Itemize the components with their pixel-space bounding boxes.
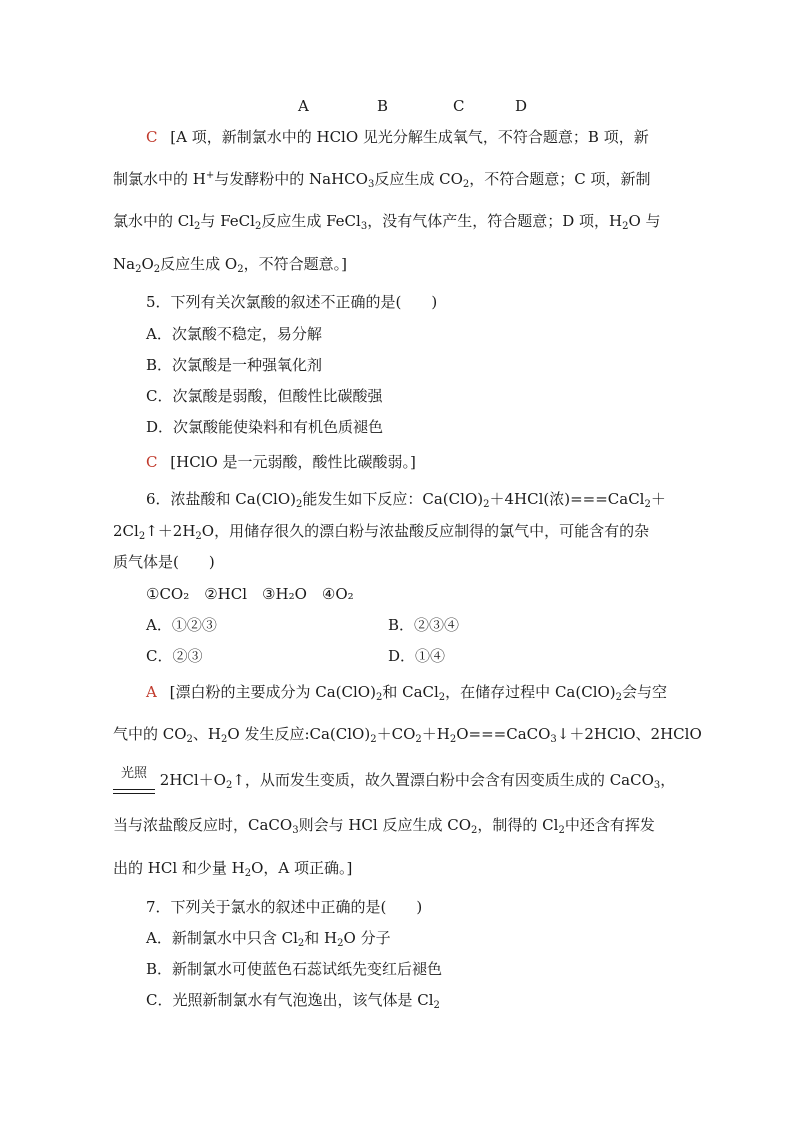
q7-text: 2 — [297, 938, 305, 949]
q4-text: 2 — [237, 264, 244, 275]
q5-option-d: D．次氯酸能使染料和有机色质褪色 — [146, 418, 384, 436]
q6-text: ＋ — [650, 490, 666, 508]
q6-text: ，在储存过程中 Ca(ClO) — [445, 683, 616, 701]
q6-text: O，A 项正确。] — [251, 859, 353, 877]
q6-text: 3 — [653, 780, 661, 791]
q4-text: 与发酵粉中的 NaHCO — [214, 170, 368, 188]
q4-text: 2 — [153, 264, 161, 275]
q7-text: C．光照新制氯水有气泡逸出，该气体是 Cl — [146, 991, 434, 1009]
q6-text: 2 — [644, 499, 651, 510]
q6-text: O===CaCO — [456, 725, 551, 743]
q4-text: 氯水中的 Cl — [113, 212, 195, 230]
q6-stem-line-2 — [113, 521, 649, 541]
q4-text: [A 项，新制氯水中的 HClO 见光分解生成氧气，不符合题意；B 项，新 — [170, 128, 649, 146]
q4-explanation-line-2 — [113, 169, 651, 189]
q5-option-c: C．次氯酸是弱酸，但酸性比碳酸强 — [146, 387, 383, 405]
q6-text: 气中的 CO — [113, 725, 187, 743]
q4-text: + — [205, 170, 215, 181]
q6-explanation-line-2 — [113, 724, 702, 744]
q6-text: 当与浓盐酸反应时，CaCO — [113, 816, 293, 834]
q6-text: 2 — [221, 734, 228, 745]
q6-text: 2 — [483, 499, 490, 510]
q6-text: 则会与 HCl 反应生成 CO — [298, 816, 472, 834]
q6-explanation-line-5 — [113, 858, 352, 878]
q6-text: 2 — [296, 499, 303, 510]
q6-explanation-line-1 — [146, 682, 667, 702]
q6-text: 2 — [138, 531, 146, 542]
q4-answer: C — [146, 128, 158, 146]
q6-text: 2 — [615, 692, 623, 703]
reaction-condition — [113, 766, 155, 788]
option-label-d: D — [515, 97, 528, 115]
q6-text: 2 — [438, 692, 446, 703]
q6-text: 2 — [370, 734, 377, 745]
q6-text: ＋H — [421, 725, 450, 743]
q4-text: O — [141, 255, 154, 273]
q7-text: A．新制氯水中只含 Cl — [146, 929, 298, 947]
q5-answer: C — [146, 453, 158, 471]
q6-text: 2 — [449, 734, 457, 745]
q6-text: 、H — [192, 725, 222, 743]
q6-text: O，用储存很久的漂白粉与浓盐酸反应制得的氯气中，可能含有的杂 — [201, 522, 650, 540]
q4-text: ，不符合题意。] — [243, 255, 347, 273]
q7-text: O 分子 — [343, 929, 391, 947]
q6-text: 6．浓盐酸和 Ca(ClO) — [146, 490, 297, 508]
q4-text: 反应生成 CO — [374, 170, 463, 188]
q6-option-a: A．①②③ — [146, 616, 217, 634]
q4-text: 3 — [360, 221, 368, 232]
q6-text: 出的 HCl 和少量 H — [113, 859, 245, 877]
q6-option-b: B．②③④ — [388, 616, 460, 634]
q4-text: ，没有气体产生，符合题意；D 项，H — [367, 212, 623, 230]
q7-text: 2 — [337, 938, 344, 949]
q4-text: 制氯水中的 H — [113, 170, 206, 188]
q6-text: 能发生如下反应：Ca(ClO) — [302, 490, 484, 508]
q4-text: 反应生成 FeCl — [261, 212, 361, 230]
q6-text: 2 — [186, 734, 193, 745]
q7-stem: 7．下列关于氯水的叙述中正确的是( ) — [146, 898, 423, 916]
q5-explanation-text: [HClO 是一元弱酸，酸性比碳酸弱。] — [170, 453, 416, 471]
q6-text: ＋CO — [376, 725, 416, 743]
q6-text: ＋4HCl(浓)===CaCl — [489, 490, 645, 508]
q6-text: 3 — [292, 825, 299, 836]
q6-text: ↑＋2H — [145, 522, 196, 540]
q4-text: 3 — [367, 179, 375, 190]
q6-text: 2HCl＋O — [159, 771, 226, 789]
q6-stem-line-3: 质气体是( ) — [113, 553, 215, 571]
q6-text: 中还含有挥发 — [564, 816, 655, 834]
q4-text: ，不符合题意；C 项，新制 — [469, 170, 651, 188]
q5-option-a: A．次氯酸不稳定，易分解 — [146, 325, 322, 343]
q6-text: 和 CaCl — [382, 683, 439, 701]
q7-option-b: B．新制氯水可使蓝色石蕊试纸先变红后褪色 — [146, 960, 443, 978]
q6-stem-line-1 — [146, 489, 666, 509]
q6-text: 2 — [471, 825, 478, 836]
q6-text: 2 — [558, 825, 565, 836]
q6-text: 2 — [375, 692, 383, 703]
q6-option-d: D．①④ — [388, 647, 446, 665]
q5-stem: 5．下列有关次氯酸的叙述不正确的是( ) — [146, 293, 438, 311]
option-label-c: C — [453, 97, 465, 115]
q6-text: [漂白粉的主要成分为 Ca(ClO) — [169, 683, 376, 701]
q7-text: 2 — [433, 1000, 440, 1011]
q4-explanation-line-1 — [146, 127, 649, 147]
q4-text: O 与 — [628, 212, 661, 230]
q6-option-c: C．②③ — [146, 647, 203, 665]
q4-explanation-line-4 — [113, 254, 347, 274]
q4-text: 2 — [622, 221, 629, 232]
q6-explanation-line-4 — [113, 815, 655, 835]
q6-text: 2 — [225, 780, 233, 791]
option-label-a: A — [298, 97, 309, 115]
option-label-b: B — [377, 97, 389, 115]
q4-text: 反应生成 O — [160, 255, 238, 273]
q7-option-a — [146, 928, 391, 948]
condition-text: 光照 — [120, 766, 147, 781]
q4-text: 2 — [135, 264, 142, 275]
q6-text: 2 — [244, 868, 252, 879]
q4-text: 2 — [254, 221, 262, 232]
q7-text: 和 H — [304, 929, 338, 947]
q4-text: 2 — [194, 221, 201, 232]
equals-sign — [113, 789, 155, 794]
q6-items: ①CO₂ ②HCl ③H₂O ④O₂ — [146, 585, 354, 603]
q5-option-b: B．次氯酸是一种强氧化剂 — [146, 356, 323, 374]
q6-text: ↓＋2HClO、2HClO — [556, 725, 702, 743]
q6-answer: A — [146, 683, 157, 701]
q4-text: Na — [113, 255, 136, 273]
q6-text: 2 — [195, 531, 202, 542]
q6-text: ， — [660, 771, 676, 789]
q6-text: 2 — [415, 734, 422, 745]
q4-text: 与 FeCl — [200, 212, 255, 230]
q6-text: 3 — [550, 734, 557, 745]
q6-text: 2Cl — [113, 522, 139, 540]
q6-text: O 发生反应:Ca(ClO) — [227, 725, 371, 743]
q5-explanation — [146, 452, 416, 472]
q4-text: 2 — [462, 179, 470, 190]
q6-text: ↑，从而发生变质，故久置漂白粉中会含有因变质生成的 CaCO — [232, 771, 654, 789]
q4-explanation-line-3 — [113, 211, 661, 231]
q6-text: 会与空 — [622, 683, 668, 701]
q6-explanation-line-3 — [113, 766, 676, 791]
q7-option-c — [146, 990, 440, 1010]
q6-text: ，制得的 Cl — [477, 816, 559, 834]
